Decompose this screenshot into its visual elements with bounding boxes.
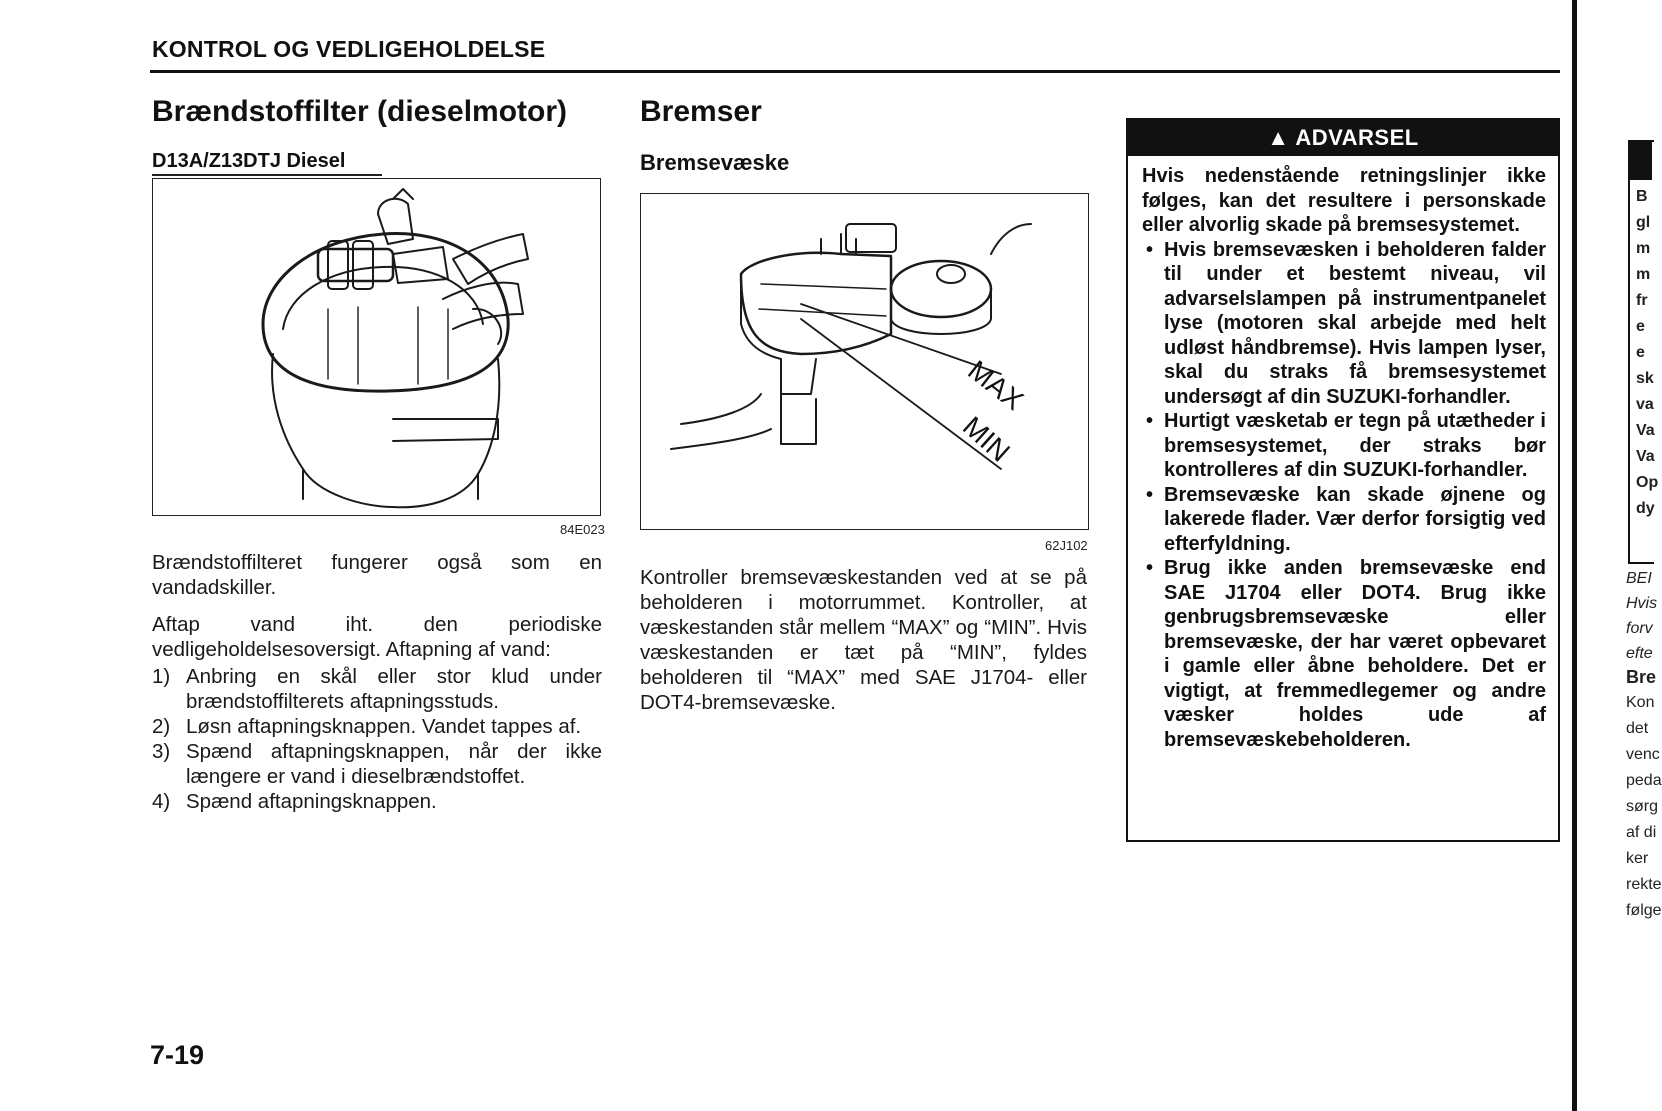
max-label: MAX — [962, 354, 1030, 417]
edge-box-header — [1630, 140, 1652, 180]
min-label: MIN — [956, 410, 1016, 468]
list-item: • Bremsevæske kan skade øjnene og lakerede flader. Vær derfor forsigtig ved efterfyldning. — [1142, 483, 1546, 557]
list-item: 3) Spænd aftapningsknappen, når der ikke længere er vand i dieselbrændstoffet. — [152, 740, 602, 788]
warning-box — [1126, 118, 1560, 842]
warning-list — [1142, 238, 1546, 753]
page-number: 7-19 — [150, 1040, 205, 1070]
page-gutter — [1572, 0, 1577, 1111]
brake-fluid-figure-code: 62J102 — [1045, 538, 1088, 553]
edge-heading: Bre — [1626, 667, 1657, 687]
fuel-filter-figure — [152, 178, 601, 516]
list-item: 1) Anbring en skål eller stor klud under brændstoffilterets aftapningsstuds. — [152, 665, 602, 713]
warning-title: ADVARSEL — [1295, 125, 1419, 150]
header-title: KONTROL OG VEDLIGEHOLDELSE — [152, 36, 546, 62]
edge-lines: Kon det venc peda sørg af di ker rekte følge — [1626, 694, 1662, 919]
fuel-filter-subheading: D13A/Z13DTJ Diesel — [152, 150, 346, 172]
brake-fluid-subheading: Bremsevæske — [640, 150, 790, 175]
drain-steps-list — [152, 664, 602, 814]
edge-box-text: B gl m m fr e e sk va Va Va Op dy — [1636, 188, 1659, 517]
brake-fluid-text: Kontroller bremsevæskestanden ved at se på beholderen i motorrummet. Kontroller, at væskestanden står mellem “MAX” og “MIN”. Hvis væskestanden er tæt på “MIN”, fyldes beholderen til “MAX” med SAE J1704- eller DOT4-bremsevæske. — [640, 566, 1087, 714]
brakes-heading: Bremser — [640, 95, 762, 128]
fuel-filter-heading: Brændstoffilter (dieselmotor) — [152, 95, 568, 128]
list-item: • Hvis bremsevæsken i beholderen falder til under et bestemt niveau, vil advarselslampen på instrumentpanelet lyse (motoren skal arbejde med helt udløst håndbremse). Hvis lampen lyser, skal du straks få bremsesystemet undersøgt af din SUZUKI-forhandler. — [1142, 238, 1546, 410]
fuel-filter-para-1: Brændstoffilteret fungerer også som en vandadskiller. — [152, 551, 602, 599]
list-item: 4) Spænd aftapningsknappen. — [152, 790, 437, 813]
fuel-filter-text — [152, 550, 602, 814]
brake-fluid-figure — [640, 193, 1089, 530]
subheading-underline — [152, 174, 382, 176]
header-rule — [150, 70, 1560, 73]
warning-triangle-icon: ▲ — [1267, 125, 1290, 150]
fuel-filter-illustration — [153, 179, 600, 515]
list-item: 2) Løsn aftapningsknappen. Vandet tappes af. — [152, 715, 582, 738]
fuel-filter-figure-code: 84E023 — [560, 522, 605, 537]
warning-body — [1128, 156, 1558, 760]
edge-italic-text: BEI Hvis forv efte — [1626, 570, 1658, 662]
brake-reservoir-illustration — [641, 194, 1088, 529]
fuel-filter-para-2: Aftap vand iht. den periodiske vedligeholdelsesoversigt. Aftapning af vand: — [152, 613, 602, 661]
warning-header — [1128, 120, 1558, 156]
list-item: • Brug ikke anden bremsevæske end SAE J1704 eller DOT4. Brug ikke genbrugsbremsevæske eller bremsevæske, der har været opbevaret i gamle eller åbne beholdere. Det er vigtigt, at fremmedlegemer og andre væsker holdes ude af bremsevæskebeholderen. — [1142, 556, 1546, 752]
list-item: • Hurtigt væsketab er tegn på utætheder i bremsesystemet, der straks bør kontrolleres af din SUZUKI-forhandler. — [1142, 409, 1546, 483]
warning-intro: Hvis nedenstående retningslinjer ikke følges, kan det resultere i personskade eller alvorlig skade på bremsesystemet. — [1142, 165, 1546, 236]
